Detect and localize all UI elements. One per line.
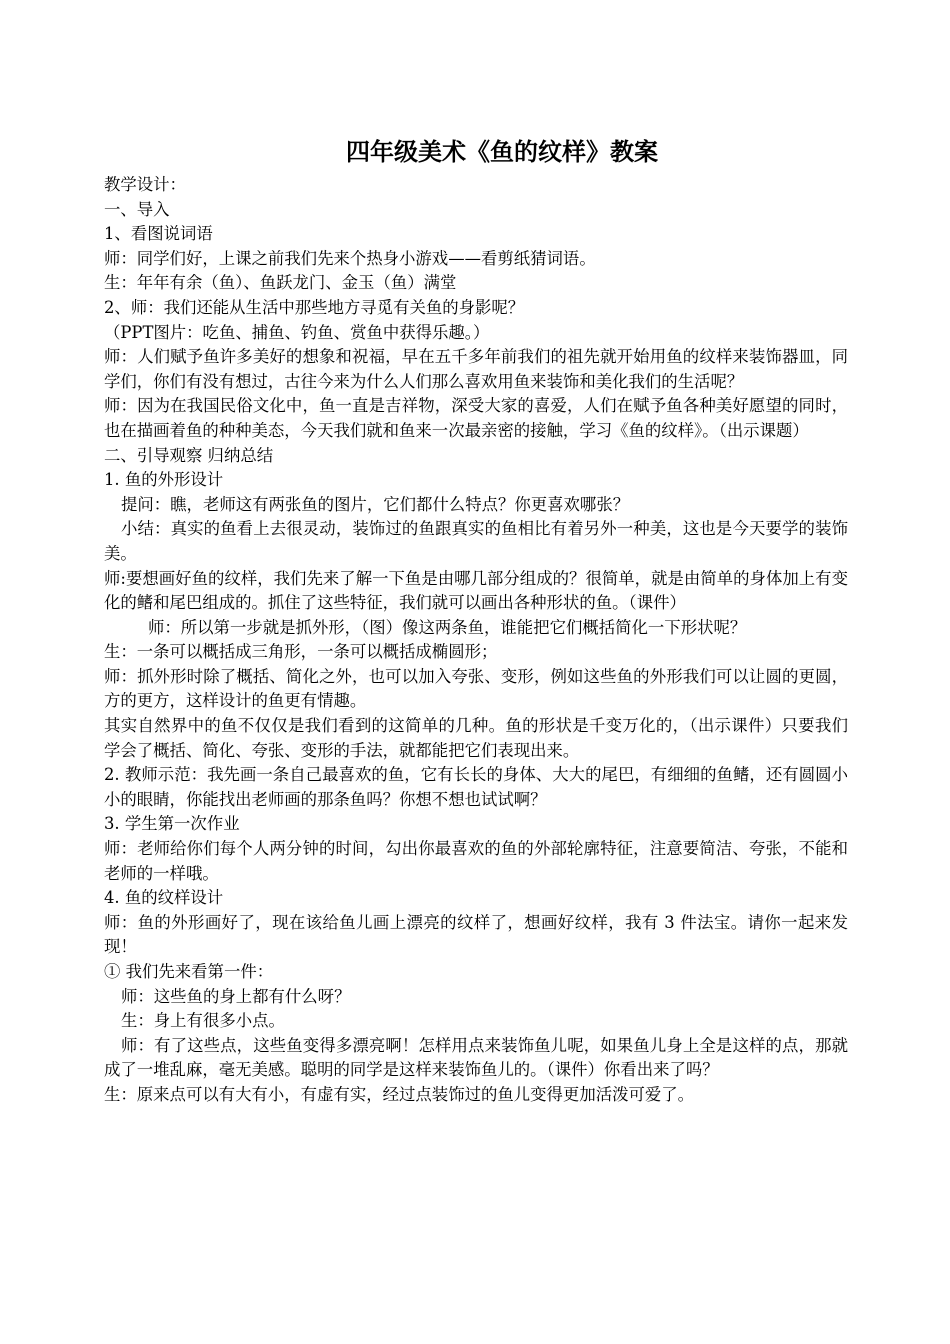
paragraph: 师:要想画好鱼的纹样，我们先来了解一下鱼是由哪几部分组成的？很简单，就是由简单的身体加上有变化的鳍和尾巴组成的。抓住了这些特征，我们就可以画出各种形状的鱼。（课件） <box>104 568 848 613</box>
paragraph: 教学设计： <box>104 175 186 194</box>
paragraph: 师：人们赋予鱼许多美好的想象和祝福，早在五千多年前我们的祖先就开始用鱼的纹样来装饰器皿，同学们，你们有没有想过，古往今来为什么人们那么喜欢用鱼来装饰和美化我们的生活呢？ <box>104 347 848 391</box>
paragraph: 师：老师给你们每个人两分钟的时间，勾出你最喜欢的鱼的外部轮廓特征，注意要简洁、夸张，不能和老师的一样哦。 <box>104 839 848 883</box>
paragraph: 师：同学们好，上课之前我们先来个热身小游戏——看剪纸猜词语。 <box>104 248 596 268</box>
paragraph: 生：原来点可以有大有小，有虚有实，经过点装饰过的鱼儿变得更加活泼可爱了。 <box>104 1084 695 1104</box>
paragraph: 4. 鱼的纹样设计 <box>104 888 224 908</box>
document-title: 四年级美术《鱼的纹样》教案 <box>346 137 658 166</box>
paragraph: 生：一条可以概括成三角形，一条可以概括成椭圆形； <box>104 642 498 662</box>
paragraph: 师：鱼的外形画好了，现在该给鱼儿画上漂亮的纹样了，想画好纹样，我有 3 件法宝。请你一起来发现！ <box>104 912 848 957</box>
paragraph: 师：所以第一步就是抓外形，（图）像这两条鱼，谁能把它们概括简化一下形状呢？ <box>148 617 747 637</box>
paragraph: 师：这些鱼的身上都有什么呀？ <box>121 986 351 1006</box>
paragraph: 其实自然界中的鱼不仅仅是我们看到的这简单的几种。鱼的形状是千变万化的，（出示课件）只要我们学会了概括、简化、夸张、变形的手法，就都能把它们表现出来。 <box>104 716 848 760</box>
section-heading: 二、引导观察 归纳总结 <box>104 445 274 465</box>
paragraph: 生：身上有很多小点。 <box>121 1011 285 1031</box>
paragraph: 3. 学生第一次作业 <box>104 814 240 834</box>
paragraph: 师：有了这些点，这些鱼变得多漂亮啊！怎样用点来装饰鱼儿呢，如果鱼儿身上全是这样的点，那就成了一堆乱麻，毫无美感。聪明的同学是这样来装饰鱼儿的。（课件）你看出来了吗？ <box>104 1035 848 1080</box>
paragraph: 1. 鱼的外形设计 <box>104 470 224 490</box>
paragraph: 师：抓外形时除了概括、简化之外，也可以加入夸张、变形，例如这些鱼的外形我们可以让圆的更圆，方的更方，这样设计的鱼更有情趣。 <box>104 666 848 711</box>
paragraph: ① 我们先来看第一件： <box>104 962 274 981</box>
paragraph: 2、师：我们还能从生活中那些地方寻觅有关鱼的身影呢？ <box>104 297 525 317</box>
paragraph: 1、看图说词语 <box>104 224 213 244</box>
paragraph: 师：因为在我国民俗文化中，鱼一直是吉祥物，深受大家的喜爱，人们在赋予鱼各种美好愿望的同时，也在描画着鱼的种种美态，今天我们就和鱼来一次最亲密的接触，学习《鱼的纹样》。（出示课题） <box>104 396 848 440</box>
document-body <box>104 173 848 1108</box>
paragraph: 小结：真实的鱼看上去很灵动，装饰过的鱼跟真实的鱼相比有着另外一种美，这也是今天要学的装饰美。 <box>104 519 848 563</box>
paragraph: 生：年年有余（鱼）、鱼跃龙门、金玉（鱼）满堂 <box>104 273 457 293</box>
paragraph: 提问：瞧，老师这有两张鱼的图片，它们都什么特点？你更喜欢哪张？ <box>121 494 630 514</box>
section-heading: 一、导入 <box>104 199 170 219</box>
paragraph: （PPT图片：吃鱼、捕鱼、钓鱼、赏鱼中获得乐趣。） <box>104 322 490 342</box>
paragraph: 2. 教师示范：我先画一条自己最喜欢的鱼，它有长长的身体、大大的尾巴，有细细的鱼鳍，还有圆圆小小的眼睛，你能找出老师画的那条鱼吗？你想不想也试试啊？ <box>104 765 848 809</box>
